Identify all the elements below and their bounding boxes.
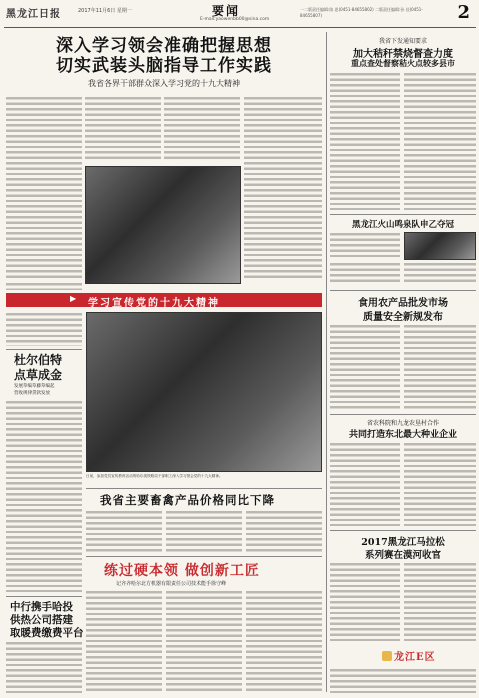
column-divider bbox=[326, 32, 327, 692]
story1-subtitle-line2: 营收规律贷款发放 bbox=[14, 391, 50, 396]
story8-title-line1: 省农科院和九龙农垦村合作 bbox=[366, 420, 439, 427]
story6-body-col1 bbox=[330, 232, 400, 260]
divider bbox=[330, 214, 476, 215]
story3-body-col2 bbox=[166, 510, 242, 552]
story9-body-col2 bbox=[404, 562, 476, 644]
divider bbox=[86, 556, 322, 557]
story3-title: 我省主要畜禽产品价格同比下降 bbox=[100, 493, 275, 507]
divider bbox=[6, 349, 82, 350]
divider bbox=[330, 530, 476, 531]
section-logo-text: 龙江E区 bbox=[394, 652, 436, 663]
story9-title-line2: 系列赛在漠河收官 bbox=[364, 550, 441, 561]
story6-title: 黑龙江火山鸣泉队申乙夺冠 bbox=[351, 220, 454, 230]
footer-brief bbox=[330, 668, 476, 694]
lead-photo bbox=[85, 166, 241, 284]
newspaper-logo: 黑龙江日报 bbox=[6, 9, 61, 20]
story9-title-line1: 2017黑龙江马拉松 bbox=[361, 537, 445, 548]
banner-text: 学习宣传党的十九大精神 bbox=[88, 298, 220, 309]
editor-info: 一二版责任编辑:陈 思(0451-84655802) 二版责任编辑:孙 佳(0451-84655807) bbox=[300, 7, 423, 18]
story8-body-col2 bbox=[404, 442, 476, 526]
story6-body-col2 bbox=[404, 262, 476, 284]
story5-body-col2 bbox=[404, 72, 476, 210]
story2-body bbox=[6, 641, 82, 693]
divider bbox=[330, 290, 476, 291]
story8-title-line2: 共同打造东北最大种业企业 bbox=[348, 430, 457, 440]
photo-caption: 日前，参加党员宣传教育活动的哈尔滨铁路局干部职工深入学习领会党的十九大精神。 bbox=[86, 474, 223, 478]
lead-body-col3 bbox=[164, 96, 240, 162]
lead-body-col4 bbox=[244, 96, 322, 280]
story1-title-line1: 杜尔伯特 bbox=[14, 353, 63, 367]
divider bbox=[6, 596, 82, 597]
story4-body-col1 bbox=[86, 590, 162, 694]
divider bbox=[86, 488, 322, 489]
story4-subtitle: 记齐齐哈尔北方机器有限责任公司技术能手徐守峰 bbox=[116, 581, 227, 587]
banner-arrow-icon: ▶ bbox=[70, 294, 77, 303]
lead-headline bbox=[6, 36, 322, 89]
story9-body-col1 bbox=[330, 562, 400, 644]
logo-mark-icon bbox=[382, 651, 392, 661]
story7-title-line2: 质量安全新规发布 bbox=[363, 312, 443, 323]
lead-subtitle: 我省各界干部群众深入学习党的十九大精神 bbox=[88, 79, 240, 88]
story7-body-col2 bbox=[404, 324, 476, 410]
story5-title-line1: 加大秸秆禁烧督查力度 bbox=[353, 49, 453, 60]
story4-body-col2 bbox=[166, 590, 242, 694]
masthead bbox=[4, 2, 476, 28]
issue-date: 2017年11月6日 星期一 bbox=[78, 8, 132, 14]
story1-title-line2: 点草成金 bbox=[14, 368, 63, 382]
story7-body-col1 bbox=[330, 324, 400, 410]
story1-body bbox=[6, 400, 82, 592]
lead-body-col2 bbox=[85, 96, 161, 162]
left-brief bbox=[6, 312, 82, 346]
lead-title-line1: 深入学习领会准确把握思想 bbox=[56, 36, 272, 56]
story2-title-line3: 取暖费缴费平台 bbox=[10, 627, 84, 639]
story4-body-col3 bbox=[246, 590, 322, 694]
story7-title-line1: 食用农产品批发市场 bbox=[358, 298, 448, 309]
story5-body-col1 bbox=[330, 72, 400, 210]
section-banner bbox=[6, 293, 322, 307]
story2-title-line2: 供热公司搭建 bbox=[10, 614, 73, 626]
lead-body-col1 bbox=[6, 96, 82, 280]
story5-kicker: 我省下发通知要求 bbox=[378, 38, 427, 45]
page-number: 2 bbox=[457, 2, 470, 23]
story3-body-col3 bbox=[246, 510, 322, 552]
story6-body-col1b bbox=[330, 262, 400, 284]
story1-subtitle-line1: 发展草编草藤草编起 bbox=[14, 384, 55, 389]
feature-photo bbox=[86, 312, 322, 472]
story4-title: 练过硬本领 做创新工匠 bbox=[104, 563, 260, 579]
section-email: E-mail:yaowenbb00@sina.com bbox=[200, 17, 270, 22]
story8-body-col1 bbox=[330, 442, 400, 526]
lead-body-col1b bbox=[6, 282, 82, 290]
divider bbox=[330, 414, 476, 415]
story5-title-line2: 重点查处督察秸火点较多县市 bbox=[351, 58, 455, 68]
lead-title-line2: 切实武装头脑指导工作实践 bbox=[56, 56, 272, 76]
story3-body-col1 bbox=[86, 510, 162, 552]
story2-title-line1: 中行携手哈投 bbox=[10, 601, 73, 613]
story6-photo bbox=[404, 232, 476, 260]
section-logo bbox=[382, 648, 472, 664]
section-title: 要闻 bbox=[212, 4, 241, 18]
